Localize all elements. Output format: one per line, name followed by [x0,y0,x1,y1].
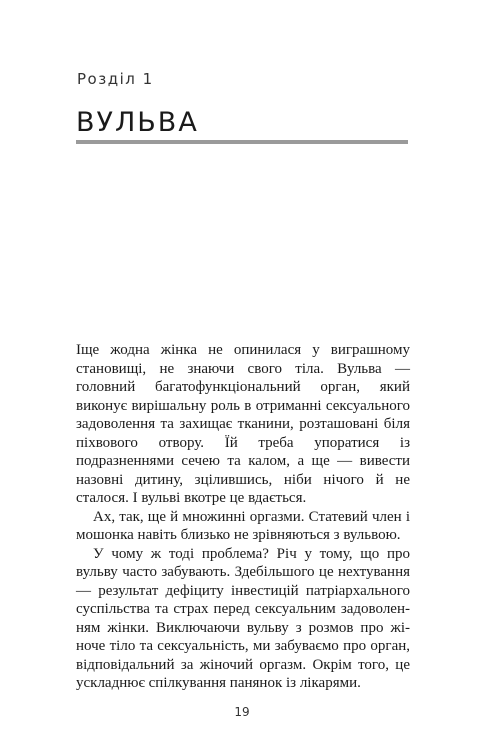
paragraph: Ах, так, ще й множинні оргазми. Статевий член і мошонка навіть близько не зрівняються з вульвою. [76,508,410,543]
page-number: 19 [234,705,250,719]
body-text [76,341,410,693]
chapter-title: ВУЛЬВА [76,107,199,138]
title-underline-rule [76,140,408,144]
paragraph: У чому ж тоді проблема? Річ у тому, що про вульву часто забувають. Здебільшого це нехтування — результат дефіциту інвестицій патріархального суспільства та страх перед сексуальним задоволенням жінки. Виключаючи вульву з розмов про жіноче тіло та сексуальність, ми забуваємо про орган, відповідальний за жіночий оргазм. Окрім того, це ускладнює спілкування панянок із лікарями. [76,545,410,691]
chapter-label: Розділ 1 [77,70,154,88]
paragraph: Іще жодна жінка не опинилася у виграшному становищі, не знаючи свого тіла. Вульва — головний багатофункціональний орган, який виконує вирішальну роль в отриманні сексуального задоволення та захищає тканини, розташовані біля піхвового отвору. Їй треба упоратися із подразненнями сечею та калом, а ще — вивести назовні дитину, зцілившись, ніби нічого й не сталося. І вульві вкотре це вдається. [76,342,410,506]
